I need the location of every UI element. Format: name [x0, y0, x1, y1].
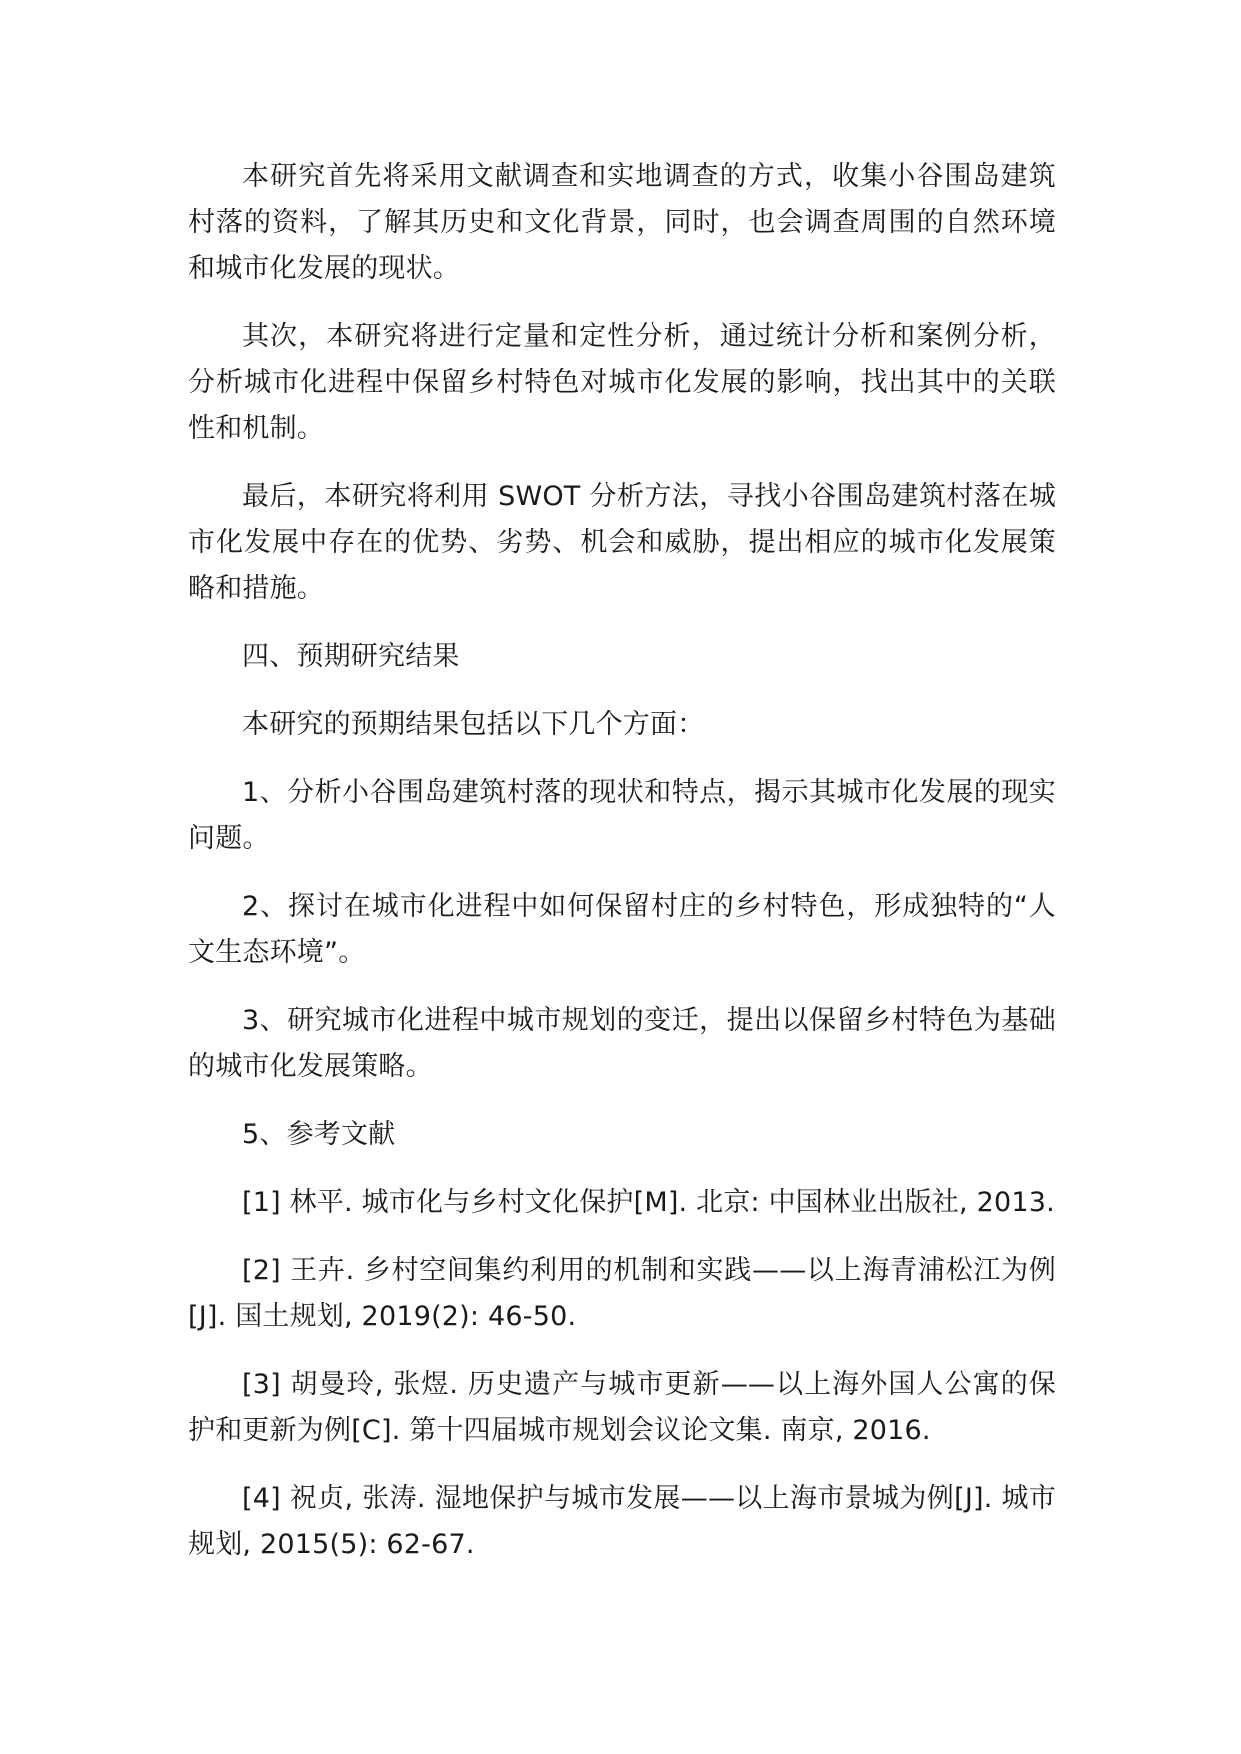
section-heading-references: 5、参考文献 [242, 1119, 396, 1150]
document-body [188, 154, 1056, 1590]
list-item-result-3: 3、研究城市化进程中城市规划的变迁，提出以保留乡村特色为基础的城市化发展策略。 [188, 1005, 1056, 1082]
reference-item-3: [3] 胡曼玲, 张煜. 历史遗产与城市更新——以上海外国人公寓的保护和更新为例[C]. 第十四届城市规划会议论文集. 南京, 2016. [188, 1369, 1056, 1446]
list-item-result-1: 1、分析小谷围岛建筑村落的现状和特点，揭示其城市化发展的现实问题。 [188, 777, 1056, 854]
paragraph-research-method-3: 最后，本研究将利用 SWOT 分析方法，寻找小谷围岛建筑村落在城市化发展中存在的优势、劣势、机会和威胁，提出相应的城市化发展策略和措施。 [188, 481, 1056, 604]
paragraph-research-method-2: 其次，本研究将进行定量和定性分析，通过统计分析和案例分析，分析城市化进程中保留乡村特色对城市化发展的影响，找出其中的关联性和机制。 [188, 321, 1056, 444]
list-item-result-2: 2、探讨在城市化进程中如何保留村庄的乡村特色，形成独特的“人文生态环境”。 [188, 891, 1056, 968]
paragraph-expected-results-intro: 本研究的预期结果包括以下几个方面： [242, 709, 705, 740]
reference-item-4: [4] 祝贞, 张涛. 湿地保护与城市发展——以上海市景城为例[J]. 城市规划, 2015(5): 62-67. [188, 1483, 1056, 1560]
section-heading-expected-results: 四、预期研究结果 [242, 641, 460, 672]
reference-item-1: [1] 林平. 城市化与乡村文化保护[M]. 北京: 中国林业出版社, 2013. [242, 1187, 1055, 1218]
paragraph-research-method-1: 本研究首先将采用文献调查和实地调查的方式，收集小谷围岛建筑村落的资料，了解其历史和文化背景，同时，也会调查周围的自然环境和城市化发展的现状。 [188, 161, 1056, 284]
reference-item-2: [2] 王卉. 乡村空间集约利用的机制和实践——以上海青浦松江为例[J]. 国土规划, 2019(2): 46-50. [188, 1255, 1056, 1332]
